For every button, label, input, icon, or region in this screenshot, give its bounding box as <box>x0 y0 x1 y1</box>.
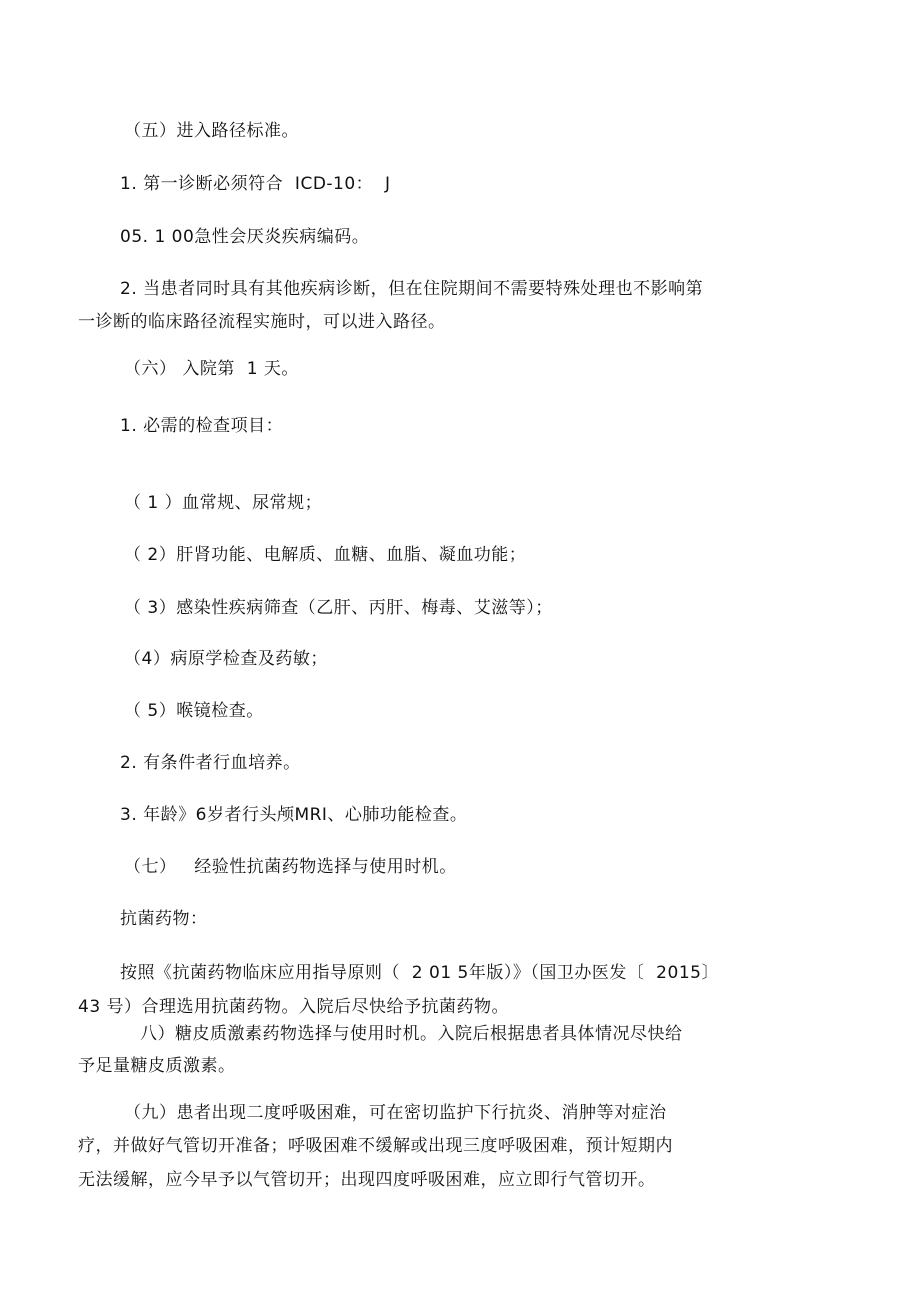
exam-item-3: （ 3）感染性疾病筛查（乙肝、丙肝、梅毒、艾滋等）； <box>124 598 553 618</box>
section-9-line-3: 无法缓解，应今早予以气管切开；出现四度呼吸困难，应立即行气管切开。 <box>78 1170 656 1190</box>
item-5-2-line-1: 2. 当患者同时具有其他疾病诊断，但在住院期间不需要特殊处理也不影响第 <box>120 279 704 299</box>
section-9-line-2: 疗，并做好气管切开准备；呼吸困难不缓解或出现三度呼吸困难，预计短期内 <box>78 1136 673 1156</box>
section-7-heading: （七） 经验性抗菌药物选择与使用时机。 <box>124 857 457 877</box>
item-5-2-line-2: 一诊断的临床路径流程实施时，可以进入路径。 <box>78 312 446 332</box>
section-9-line-1: （九）患者出现二度呼吸困难，可在密切监护下行抗炎、消肿等对症治 <box>124 1103 667 1123</box>
item-6-2: 2. 有条件者行血培养。 <box>120 753 301 773</box>
exam-item-4: （4）病原学检查及药敏； <box>124 649 328 669</box>
section-8-line-2: 予足量糖皮质激素。 <box>78 1056 236 1076</box>
section-6-heading: （六） 入院第 1 天。 <box>124 359 299 379</box>
exam-item-2: （ 2）肝肾功能、电解质、血糖、血脂、凝血功能； <box>124 545 527 565</box>
item-6-1-heading: 1. 必需的检查项目： <box>120 416 284 436</box>
exam-item-5: （ 5）喉镜检查。 <box>124 701 264 721</box>
item-5-1-line-2: 05. 1 00急性会厌炎疾病编码。 <box>120 227 370 247</box>
antibiotics-text-line-1: 按照《抗菌药物临床应用指导原则（ 2 01 5年版）》（国卫办医发〔 2015〕 <box>120 963 719 983</box>
section-5-heading: （五）进入路径标准。 <box>124 121 299 141</box>
antibiotics-label: 抗菌药物： <box>120 909 208 929</box>
item-5-1-line-1: 1. 第一诊断必须符合 ICD-10： J <box>120 174 391 194</box>
item-6-3: 3. 年龄》6岁者行头颅MRI、心肺功能检查。 <box>120 805 468 825</box>
section-8-line-1: 八）糖皮质激素药物选择与使用时机。入院后根据患者具体情况尽快给 <box>140 1024 683 1044</box>
antibiotics-text-line-2: 43 号）合理选用抗菌药物。入院后尽快给予抗菌药物。 <box>78 997 510 1017</box>
exam-item-1: （ 1 ）血常规、尿常规； <box>124 493 323 513</box>
